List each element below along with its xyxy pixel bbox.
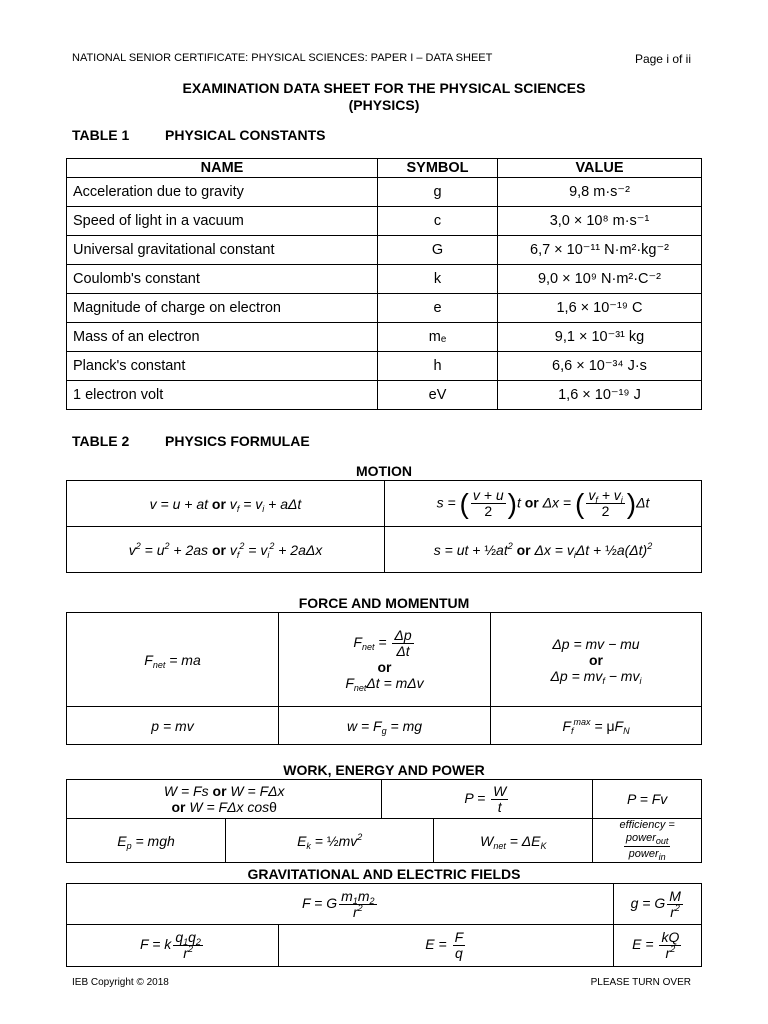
- col-name-header: NAME: [67, 159, 378, 178]
- constant-value: 1,6 × 10⁻¹⁹ C: [498, 294, 702, 323]
- formula-power-velocity: P = Fv: [593, 780, 702, 819]
- formula-displacement-average: s = ( $\frac{v + u}{2}$ )t or Δx = ( $\frac{v_f + v_i}{2}$ )Δt: [385, 481, 702, 527]
- constant-value: 9,0 × 10⁹ N·m²·C⁻²: [498, 265, 702, 294]
- work-table: [66, 779, 702, 863]
- constant-value: 6,7 × 10⁻¹¹ N·m²·kg⁻²: [498, 236, 702, 265]
- constant-symbol: mₑ: [378, 323, 498, 352]
- table-row: [67, 294, 702, 323]
- force-table: [66, 612, 702, 745]
- constant-value: 1,6 × 10⁻¹⁹ J: [498, 381, 702, 410]
- formula-newton-second: $F_{net}$ = ma: [67, 613, 279, 707]
- col-symbol-header: SYMBOL: [378, 159, 498, 178]
- formula-power: P = $\frac{W}{t}$: [382, 780, 593, 819]
- fields-table: [66, 883, 702, 967]
- formula-gravitational-force: F = G $\frac{m_1m_2}{r^2}$: [67, 884, 614, 925]
- table-row: [67, 178, 702, 207]
- constant-symbol: h: [378, 352, 498, 381]
- formula-efficiency: efficiency = $\frac{power_{out}}{power_{in}}$: [593, 819, 702, 863]
- constant-symbol: g: [378, 178, 498, 207]
- header-left: NATIONAL SENIOR CERTIFICATE: PHYSICAL SCIENCES: PAPER I – DATA SHEET: [72, 52, 493, 64]
- formula-friction: $F_f^{max} = \mu F_N$: [491, 707, 702, 745]
- motion-table: [66, 480, 702, 573]
- formula-velocity: v = u + at or $v_f = v_i + a\Delta t$: [67, 481, 385, 527]
- page-title: EXAMINATION DATA SHEET FOR THE PHYSICAL SCIENCES: [182, 80, 586, 96]
- formula-work-energy: $W_{net} = \Delta E_K$: [434, 819, 593, 863]
- formula-work: W = Fs or W = FΔx or W = FΔx cosθ: [67, 780, 382, 819]
- constant-value: 3,0 × 10⁸ m·s⁻¹: [498, 207, 702, 236]
- section-work-heading: WORK, ENERGY AND POWER: [283, 762, 485, 778]
- section-force-heading: FORCE AND MOMENTUM: [298, 595, 470, 611]
- constant-symbol: G: [378, 236, 498, 265]
- formula-kinetic-energy: $E_k$ = $\frac{1}{2}mv^2$: [226, 819, 434, 863]
- formula-potential-energy: $E_p$ = mgh: [67, 819, 226, 863]
- table-row: [67, 236, 702, 265]
- constants-table: [66, 158, 702, 410]
- table-row: [67, 352, 702, 381]
- formula-point-charge-field: E = $\frac{kQ}{r^2}$: [614, 925, 702, 967]
- constant-name: 1 electron volt: [67, 381, 378, 410]
- turn-over-note: PLEASE TURN OVER: [590, 977, 691, 988]
- table1-number: TABLE 1: [72, 127, 130, 143]
- constant-name: Coulomb's constant: [67, 265, 378, 294]
- table-row: [67, 323, 702, 352]
- formula-gravitational-field: g = G $\frac{M}{r^2}$: [614, 884, 702, 925]
- table-row: [67, 207, 702, 236]
- constant-symbol: e: [378, 294, 498, 323]
- table-row: [67, 265, 702, 294]
- table2-label: [72, 433, 310, 449]
- table2-number: TABLE 2: [72, 433, 130, 449]
- table1-label: [72, 127, 326, 143]
- col-value-header: VALUE: [498, 159, 702, 178]
- constant-name: Planck's constant: [67, 352, 378, 381]
- formula-displacement: s = ut + $\frac{1}{2}at^2$ or $\Delta x = v_i\Delta t$ + $\frac{1}{2}a(\Delta t)^2$: [385, 527, 702, 573]
- formula-net-force-momentum: $F_{net}$ = $\frac{\Delta p}{\Delta t}$ or $F_{net}\Delta t = m\Delta v$: [279, 613, 491, 707]
- constant-name: Acceleration due to gravity: [67, 178, 378, 207]
- constant-name: Mass of an electron: [67, 323, 378, 352]
- constant-symbol: c: [378, 207, 498, 236]
- constant-symbol: k: [378, 265, 498, 294]
- table1-name: PHYSICAL CONSTANTS: [165, 127, 326, 143]
- formula-coulomb-law: F = k $\frac{q_1q_2}{r^2}$: [67, 925, 279, 967]
- constant-value: 9,8 m·s⁻²: [498, 178, 702, 207]
- formula-electric-field: E = $\frac{F}{q}$: [279, 925, 614, 967]
- section-motion-heading: MOTION: [356, 463, 412, 479]
- formula-weight: $w = F_g$ = mg: [279, 707, 491, 745]
- formula-momentum: p = mv: [67, 707, 279, 745]
- section-fields-heading: GRAVITATIONAL AND ELECTRIC FIELDS: [247, 866, 521, 882]
- table-header-row: [67, 159, 702, 178]
- constant-symbol: eV: [378, 381, 498, 410]
- formula-velocity-squared: $v^2 = u^2 + 2as$ or $v_f^2 = v_i^2 + 2a\Delta x$: [67, 527, 385, 573]
- copyright: IEB Copyright © 2018: [72, 977, 169, 988]
- constant-value: 9,1 × 10⁻³¹ kg: [498, 323, 702, 352]
- page-subtitle: (PHYSICS): [348, 97, 420, 113]
- page-number: Page i of ii: [634, 52, 691, 66]
- constant-name: Speed of light in a vacuum: [67, 207, 378, 236]
- constant-name: Universal gravitational constant: [67, 236, 378, 265]
- constant-name: Magnitude of charge on electron: [67, 294, 378, 323]
- constant-value: 6,6 × 10⁻³⁴ J·s: [498, 352, 702, 381]
- table2-name: PHYSICS FORMULAE: [165, 433, 310, 449]
- table-row: [67, 381, 702, 410]
- formula-momentum-change: Δp = mv − mu or $\Delta p = mv_f - mv_i$: [491, 613, 702, 707]
